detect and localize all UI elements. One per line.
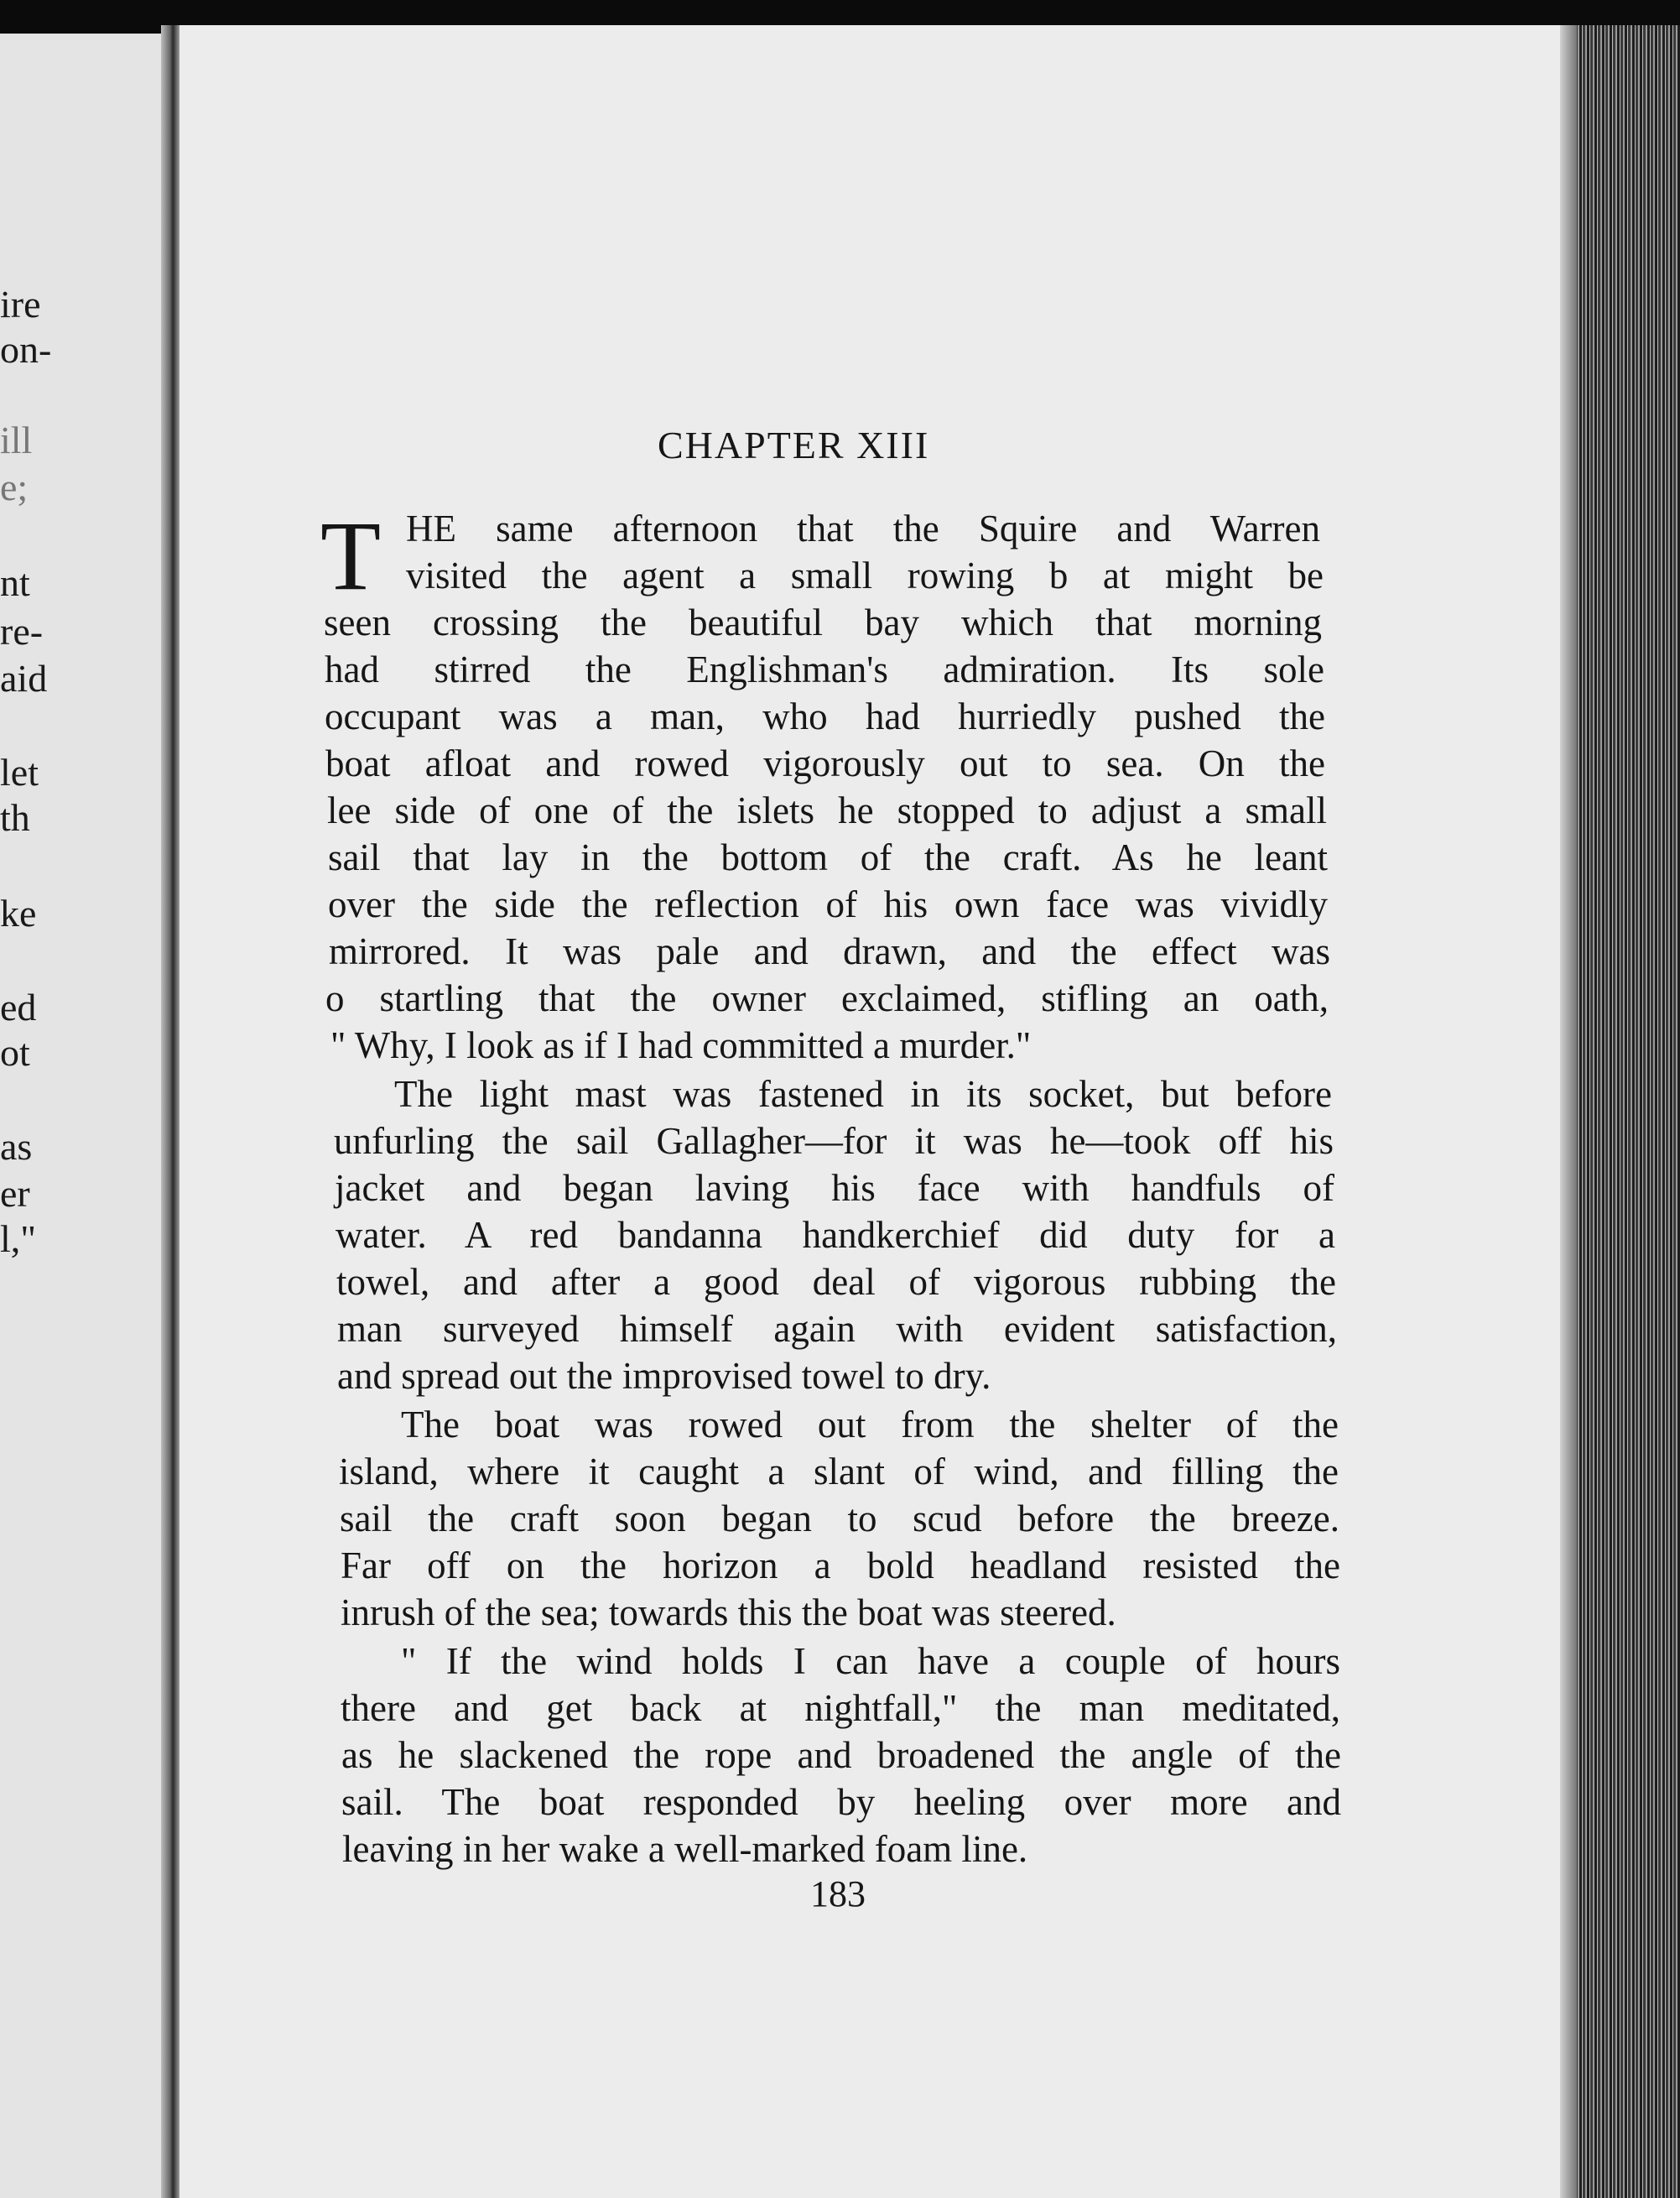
text-line: The light mast was fastened in its socket, but before (394, 1073, 1332, 1115)
text-line: mirrored. It was pale and drawn, and the effect was (329, 930, 1330, 972)
text-line: sail that lay in the bottom of the craft. As he leant (328, 836, 1328, 878)
text-line: The boat was rowed out from the shelter of the (401, 1404, 1339, 1445)
left-page-fragment: ed (0, 986, 37, 1029)
left-page-fragment: ire (0, 283, 41, 326)
text-line: " If the wind holds I can have a couple of hours (401, 1640, 1340, 1682)
left-page (0, 34, 168, 2198)
text-line: visited the agent a small rowing b at might be (406, 555, 1324, 596)
text-line: man surveyed himself again with evident satisfaction, (337, 1308, 1337, 1350)
text-line: there and get back at nightfall," the man meditated, (341, 1687, 1340, 1729)
drop-cap: T (320, 501, 382, 611)
text-line: and spread out the improvised towel to dry. (337, 1355, 991, 1397)
left-page-fragment: ke (0, 892, 37, 935)
text-line: sail the craft soon began to scud before the breeze. (340, 1497, 1339, 1539)
text-line: unfurling the sail Gallagher—for it was he—took off his (334, 1120, 1334, 1162)
left-page-fragment: nt (0, 561, 30, 604)
text-line: jacket and began laving his face with handfuls of (335, 1167, 1334, 1209)
left-page-fragment: er (0, 1172, 30, 1215)
text-line: seen crossing the beautiful bay which that morning (324, 602, 1322, 643)
left-page-fragment: let (0, 751, 39, 794)
text-line: as he slackened the rope and broadened the angle of the (341, 1734, 1341, 1776)
left-page-fragment: on- (0, 328, 52, 371)
left-page-fragment: ot (0, 1031, 30, 1074)
text-line: " Why, I look as if I had committed a murder." (330, 1024, 1032, 1066)
text-line: had stirred the Englishman's admiration. Its sole (325, 648, 1324, 690)
text-line: towel, and after a good deal of vigorous rubbing the (336, 1261, 1336, 1303)
text-line: Far off on the horizon a bold headland resisted the (341, 1544, 1340, 1586)
left-page-fragment: l," (0, 1217, 37, 1260)
left-page-fragment: ill (0, 419, 33, 461)
text-line: HE same afternoon that the Squire and Warren (406, 508, 1320, 550)
text-line: lee side of one of the islets he stopped to adjust a small (327, 789, 1327, 831)
left-page-fragment: aid (0, 657, 48, 700)
text-line: leaving in her wake a well-marked foam line. (342, 1828, 1028, 1870)
text-line: boat afloat and rowed vigorously out to sea. On the (325, 742, 1325, 784)
chapter-title: CHAPTER XIII (658, 424, 930, 466)
text-line: over the side the reflection of his own face was vividly (328, 883, 1328, 925)
text-line: inrush of the sea; towards this the boat was steered. (341, 1591, 1116, 1633)
left-page-fragment: th (0, 796, 30, 839)
text-line: o startling that the owner exclaimed, stifling an oath, (325, 977, 1329, 1019)
text-line: water. A red bandanna handkerchief did duty for a (335, 1214, 1335, 1256)
text-line: occupant was a man, who had hurriedly pushed the (325, 695, 1325, 737)
page-edge-shade (1560, 25, 1577, 2198)
text-line: sail. The boat responded by heeling over more and (341, 1781, 1341, 1823)
page-edge (1560, 25, 1680, 2198)
page-number: 183 (810, 1873, 866, 1914)
left-page-fragment: e; (0, 466, 29, 508)
left-page-fragment: re- (0, 610, 44, 653)
text-line: island, where it caught a slant of wind, and filling the (339, 1451, 1339, 1492)
left-page-fragment: as (0, 1125, 33, 1168)
